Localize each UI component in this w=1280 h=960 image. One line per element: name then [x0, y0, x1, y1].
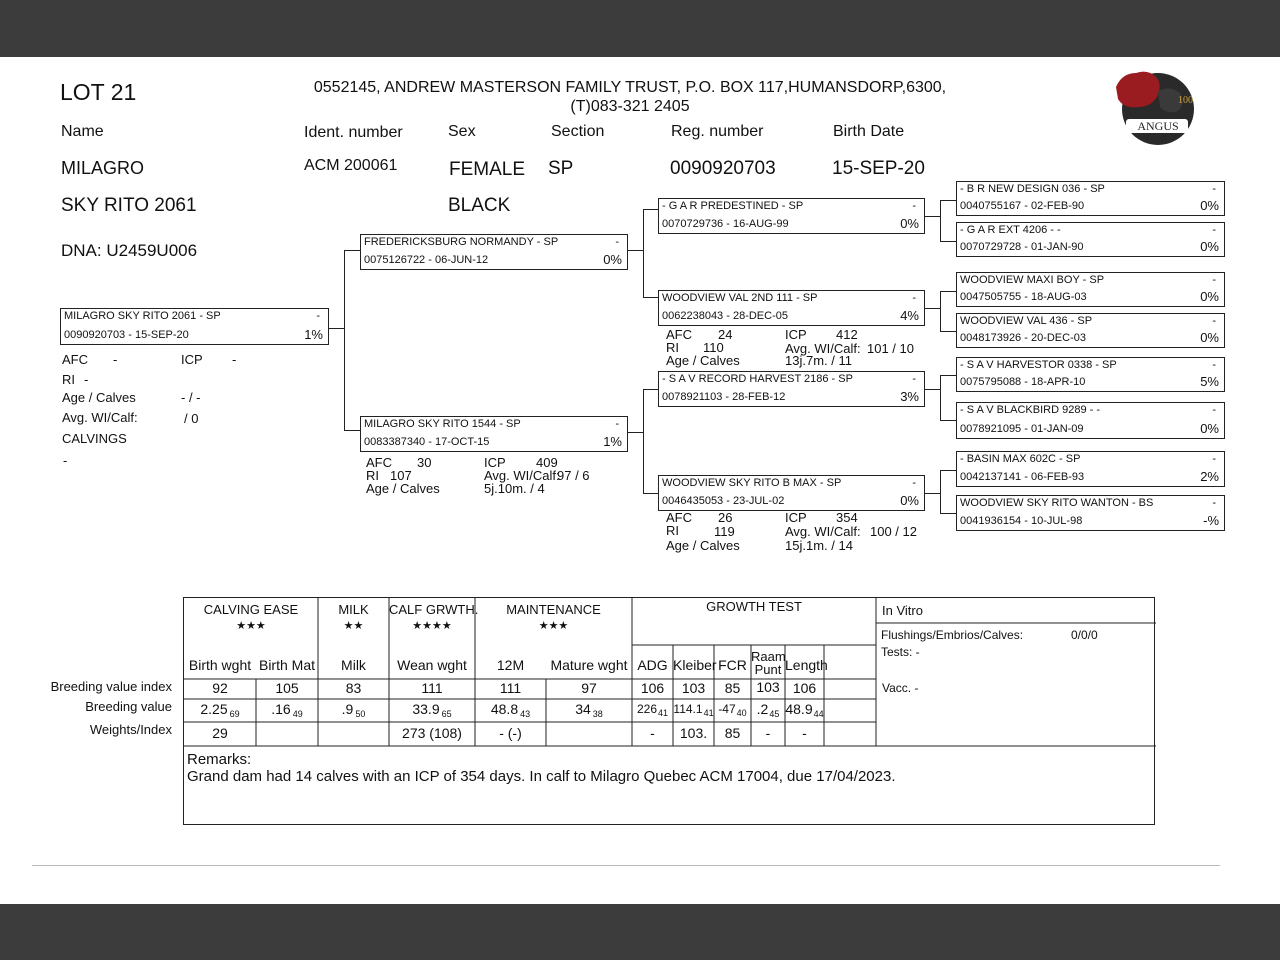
- col-birth-mat: Birth Mat: [258, 657, 315, 673]
- g4-pct: 0%: [1200, 330, 1219, 345]
- bv-acc: 50: [355, 709, 366, 719]
- bv-acc: 41: [703, 708, 714, 718]
- bvi-wean-wght: 111: [421, 680, 443, 696]
- bv-acc: 45: [769, 709, 780, 719]
- bv-value: -47: [718, 702, 736, 716]
- bv-value: .16: [271, 701, 291, 717]
- name-line1: MILAGRO: [61, 158, 145, 178]
- dd-name: WOODVIEW SKY RITO B MAX - SP: [662, 477, 842, 489]
- sd-dash: -: [912, 292, 916, 304]
- col-kleiber: Kleiber: [673, 657, 717, 673]
- g7-name: - BASIN MAX 602C - SP: [960, 453, 1081, 465]
- ss-name: - G A R PREDESTINED - SP: [662, 200, 804, 212]
- dd-avg-label: Avg. WI/Calf:: [785, 524, 861, 539]
- breeder-line2: (T)083-321 2405: [570, 98, 690, 115]
- subject-age-label: Age / Calves: [62, 390, 136, 405]
- col-adg: ADG: [637, 657, 668, 673]
- lot-number: LOT 21: [60, 79, 137, 105]
- g8-name: WOODVIEW SKY RITO WANTON - BS: [960, 497, 1154, 509]
- bv-raam-punt: [751, 701, 785, 717]
- bv-value: 226: [636, 702, 657, 716]
- g1-dash: -: [1212, 183, 1216, 195]
- g5-name: - S A V HARVESTOR 0338 - SP: [960, 359, 1117, 371]
- remarks-label: Remarks:: [187, 751, 252, 768]
- subject-avg-label: Avg. WI/Calf:: [62, 410, 138, 425]
- dd-age-label: Age / Calves: [666, 538, 740, 553]
- sd-reg: 0062238043 - 28-DEC-05: [662, 310, 788, 322]
- bv-acc: 38: [592, 709, 603, 719]
- col-length: Length: [785, 657, 828, 673]
- stars-maintenance: ★★★: [538, 620, 569, 632]
- g3-name: WOODVIEW MAXI BOY - SP: [960, 274, 1105, 286]
- wi-raam-punt: -: [765, 725, 771, 741]
- logo-badge: 100: [1178, 95, 1193, 106]
- wi-length: -: [802, 725, 807, 741]
- dd-icp: 354: [836, 510, 858, 525]
- angus-logo-graphic: [1112, 67, 1196, 147]
- bvi-birth-mat: 105: [275, 680, 299, 696]
- ss-dash: -: [912, 200, 916, 212]
- bv-acc: 43: [520, 709, 531, 719]
- g7-pct: 2%: [1200, 469, 1219, 484]
- g2-dash: -: [1212, 224, 1216, 236]
- breeder-line1: 0552145, ANDREW MASTERSON FAMILY TRUST, P.O. BOX 117,HUMANSDORP,6300,: [313, 79, 947, 96]
- ggp-box-1: [956, 181, 1225, 216]
- bv-value: 33.9: [412, 701, 440, 717]
- dam-pct: 1%: [603, 434, 622, 449]
- dd-ri: 119: [714, 524, 735, 539]
- sex-value: FEMALE: [449, 159, 526, 180]
- bv-acc: 44: [813, 709, 824, 719]
- bv-milk: [318, 701, 389, 717]
- bvi-12m: 111: [499, 680, 522, 696]
- ds-reg: 0078921103 - 28-FEB-12: [662, 391, 786, 403]
- sd-icp-label: ICP: [785, 327, 807, 342]
- color-value: BLACK: [448, 195, 511, 216]
- wi-wean-wght: 273 (108): [402, 725, 462, 741]
- bv-birth-mat: [256, 701, 318, 717]
- sd-age-label: Age / Calves: [666, 353, 740, 368]
- bv-length: [785, 701, 824, 717]
- dam-age-label: Age / Calves: [366, 481, 440, 496]
- sd-ri: 110: [703, 340, 724, 355]
- birth-value: 15-SEP-20: [832, 158, 925, 179]
- dd-pct: 0%: [900, 493, 919, 508]
- sire-dash: -: [615, 236, 619, 248]
- dam-sire-box: [658, 371, 925, 407]
- dd-avg: 100 / 12: [870, 524, 917, 539]
- dam-dam-box: [658, 475, 925, 511]
- section-label: Section: [551, 123, 605, 140]
- dd-ri-label: RI: [666, 523, 679, 538]
- ident-label: Ident. number: [304, 124, 403, 141]
- bvi-milk: 83: [345, 680, 362, 696]
- performance-table: [183, 597, 1155, 825]
- ggp-box-2: [956, 222, 1225, 257]
- bv-acc: 40: [736, 708, 747, 718]
- row-label-bv: Breeding value: [85, 699, 172, 714]
- dd-dash: -: [912, 477, 916, 489]
- dam-name: MILAGRO SKY RITO 1544 - SP: [364, 418, 521, 430]
- ds-dash: -: [912, 373, 916, 385]
- subject-afc: -: [113, 352, 118, 367]
- reg-value: 0090920703: [670, 158, 776, 179]
- bv-acc: 41: [658, 708, 669, 718]
- sd-ri-label: RI: [666, 340, 679, 355]
- g1-name: - B R NEW DESIGN 036 - SP: [960, 183, 1105, 195]
- group-milk: MILK: [338, 602, 369, 617]
- g8-pct: -%: [1203, 513, 1219, 528]
- g3-dash: -: [1212, 274, 1216, 286]
- row-label-wi: Weights/Index: [89, 722, 172, 737]
- sd-avg-label: Avg. WI/Calf:: [785, 341, 861, 356]
- stars-milk: ★★: [343, 620, 364, 632]
- sd-afc: 24: [718, 327, 733, 342]
- subject-ri: -: [84, 372, 89, 387]
- ggp-box-3: [956, 272, 1225, 307]
- col-mature-wght: Mature wght: [550, 657, 628, 673]
- g4-name: WOODVIEW VAL 436 - SP: [960, 315, 1093, 327]
- bv-adg: [632, 702, 673, 716]
- certificate-page: [0, 57, 1280, 904]
- g1-pct: 0%: [1200, 198, 1219, 213]
- dd-reg: 0046435053 - 23-JUL-02: [662, 495, 785, 507]
- ggp-box-8: [956, 495, 1225, 531]
- col-raam: Raam: [751, 649, 786, 664]
- bv-acc: 69: [229, 709, 240, 719]
- stars-calf-growth: ★★★★: [412, 620, 452, 632]
- sd-icp: 412: [836, 327, 858, 342]
- ident-value: ACM 200061: [304, 157, 398, 174]
- bv-value: .9: [341, 701, 354, 717]
- dd-icp-label: ICP: [785, 510, 807, 525]
- col-12m: 12M: [496, 657, 525, 673]
- birth-label: Birth Date: [833, 123, 905, 140]
- subject-name: MILAGRO SKY RITO 2061 - SP: [64, 310, 221, 322]
- subject-afc-label: AFC: [62, 352, 88, 367]
- stars-calving-ease: ★★★: [236, 620, 266, 632]
- dam-afc: 30: [417, 455, 432, 470]
- group-calving-ease: CALVING EASE: [203, 602, 299, 617]
- dam-box: [360, 416, 628, 452]
- subject-icp-label: ICP: [181, 352, 203, 367]
- dam-reg: 0083387340 - 17-OCT-15: [364, 436, 490, 448]
- col-fcr: FCR: [718, 657, 747, 673]
- in-vitro-label: In Vitro: [882, 603, 923, 618]
- bv-value: 114.1: [673, 702, 703, 716]
- subject-pct: 1%: [304, 327, 323, 342]
- bvi-fcr: 85: [724, 680, 741, 696]
- sd-name: WOODVIEW VAL 2ND 111 - SP: [662, 292, 818, 304]
- g3-reg: 0047505755 - 18-AUG-03: [960, 291, 1087, 303]
- sd-afc-label: AFC: [666, 327, 692, 342]
- ss-pct: 0%: [900, 216, 919, 231]
- subject-avg: / 0: [184, 411, 199, 426]
- dd-afc-label: AFC: [666, 510, 692, 525]
- dam-avg: 97 / 6: [557, 468, 590, 483]
- row-label-bvi: Breeding value index: [50, 679, 172, 694]
- bv-acc: 49: [292, 709, 303, 719]
- sire-pct: 0%: [603, 252, 622, 267]
- bv-value: 2.25: [200, 701, 228, 717]
- bvi-mature-wght: 97: [581, 680, 597, 696]
- g8-dash: -: [1212, 497, 1216, 509]
- subject-ri-label: RI: [62, 372, 75, 387]
- bv-value: 48.9: [785, 701, 813, 717]
- reg-label: Reg. number: [671, 123, 764, 140]
- col-punt: Punt: [754, 662, 782, 677]
- g5-pct: 5%: [1200, 374, 1219, 389]
- section-value: SP: [548, 158, 574, 179]
- bv-birth-wght: [184, 701, 256, 717]
- g3-pct: 0%: [1200, 289, 1219, 304]
- sire-dam-box: [658, 290, 925, 326]
- wi-adg: -: [650, 725, 655, 741]
- subject-calvings: -: [63, 453, 68, 468]
- g2-reg: 0070729728 - 01-JAN-90: [960, 241, 1084, 253]
- subject-dash: -: [316, 310, 320, 322]
- sire-name: FREDERICKSBURG NORMANDY - SP: [364, 236, 559, 248]
- wi-kleiber: 103.: [679, 725, 708, 741]
- ds-name: - S A V RECORD HARVEST 2186 - SP: [662, 373, 853, 385]
- dna-value: DNA: U2459U006: [61, 241, 198, 260]
- wi-birth-wght: 29: [212, 725, 228, 741]
- sire-sire-box: [658, 198, 925, 234]
- bvi-adg: 106: [640, 680, 665, 696]
- bv-value: .2: [756, 701, 769, 717]
- group-growth-test: GROWTH TEST: [706, 599, 802, 614]
- dam-avg-label: Avg. WI/Calf:: [484, 468, 560, 483]
- group-maintenance: MAINTENANCE: [506, 602, 601, 617]
- g8-reg: 0041936154 - 10-JUL-98: [960, 515, 1083, 527]
- bv-fcr: [714, 702, 751, 716]
- dd-age: 15j.1m. / 14: [785, 538, 853, 553]
- bvi-raam-punt: 103: [756, 679, 780, 695]
- dam-icp-label: ICP: [484, 455, 506, 470]
- g4-dash: -: [1212, 315, 1216, 327]
- sd-pct: 4%: [900, 308, 919, 323]
- bv-mature-wght: [546, 701, 632, 717]
- bvi-birth-wght: 92: [212, 680, 228, 696]
- flushings-value: 0/0/0: [1071, 628, 1098, 642]
- g6-pct: 0%: [1200, 421, 1219, 436]
- g6-dash: -: [1212, 404, 1216, 416]
- g6-name: - S A V BLACKBIRD 9289 - -: [960, 404, 1101, 416]
- col-wean-wght: Wean wght: [397, 657, 467, 673]
- subject-age: - / -: [181, 390, 201, 405]
- tests-value: Tests: -: [881, 645, 920, 659]
- footer-divider: [32, 865, 1220, 866]
- subject-calvings-label: CALVINGS: [62, 431, 127, 446]
- ggp-box-6: [956, 402, 1225, 439]
- wi-12m: - (-): [499, 725, 522, 741]
- name-label: Name: [61, 123, 104, 140]
- dam-age: 5j.10m. / 4: [484, 481, 545, 496]
- g1-reg: 0040755167 - 02-FEB-90: [960, 200, 1085, 212]
- sd-age: 13j.7m. / 11: [785, 353, 852, 368]
- bv-wean-wght: [389, 701, 475, 717]
- g6-reg: 0078921095 - 01-JAN-09: [960, 423, 1084, 435]
- angus-logo: [1112, 67, 1196, 147]
- ggp-box-5: [956, 357, 1225, 392]
- bv-12m: [475, 701, 546, 717]
- vacc-value: Vacc. -: [882, 681, 919, 695]
- bv-acc: 65: [441, 709, 452, 719]
- sd-avg: 101 / 10: [867, 341, 914, 356]
- subject-box: [60, 308, 329, 345]
- dam-icp: 409: [536, 455, 558, 470]
- bv-kleiber: [673, 702, 714, 716]
- dam-ri-label: RI: [366, 468, 379, 483]
- subject-icp: -: [232, 352, 237, 367]
- ds-pct: 3%: [900, 389, 919, 404]
- sire-box: [360, 234, 628, 270]
- g7-reg: 0042137141 - 06-FEB-93: [960, 471, 1085, 483]
- dam-ri: 107: [390, 468, 412, 483]
- name-line2: SKY RITO 2061: [61, 195, 197, 216]
- sire-reg: 0075126722 - 06-JUN-12: [364, 254, 489, 266]
- bvi-length: 106: [792, 680, 817, 696]
- g4-reg: 0048173926 - 20-DEC-03: [960, 332, 1086, 344]
- g5-reg: 0075795088 - 18-APR-10: [960, 376, 1086, 388]
- dam-afc-label: AFC: [366, 455, 392, 470]
- ss-reg: 0070729736 - 16-AUG-99: [662, 218, 789, 230]
- sex-label: Sex: [448, 123, 476, 140]
- subject-reg: 0090920703 - 15-SEP-20: [64, 329, 189, 341]
- ggp-box-7: [956, 451, 1225, 487]
- g7-dash: -: [1212, 453, 1216, 465]
- col-birth-wght: Birth wght: [188, 657, 252, 673]
- logo-text: ANGUS: [1137, 119, 1179, 133]
- ggp-box-4: [956, 313, 1225, 348]
- group-calf-growth: CALF GRWTH.: [389, 602, 479, 617]
- g2-pct: 0%: [1200, 239, 1219, 254]
- col-milk: Milk: [341, 657, 366, 673]
- g5-dash: -: [1212, 359, 1216, 371]
- bvi-kleiber: 103: [681, 680, 706, 696]
- wi-fcr: 85: [724, 725, 741, 741]
- dd-afc: 26: [718, 510, 733, 525]
- dam-dash: -: [615, 418, 619, 430]
- remarks-text: Grand dam had 14 calves with an ICP of 354 days. In calf to Milagro Quebec ACM 17004, due 17/04/2023.: [187, 768, 896, 785]
- bv-value: 48.8: [490, 701, 519, 717]
- flushings-label: Flushings/Embrios/Calves:: [881, 628, 1024, 642]
- g2-name: - G A R EXT 4206 - -: [960, 224, 1061, 236]
- bv-value: 34: [575, 701, 591, 717]
